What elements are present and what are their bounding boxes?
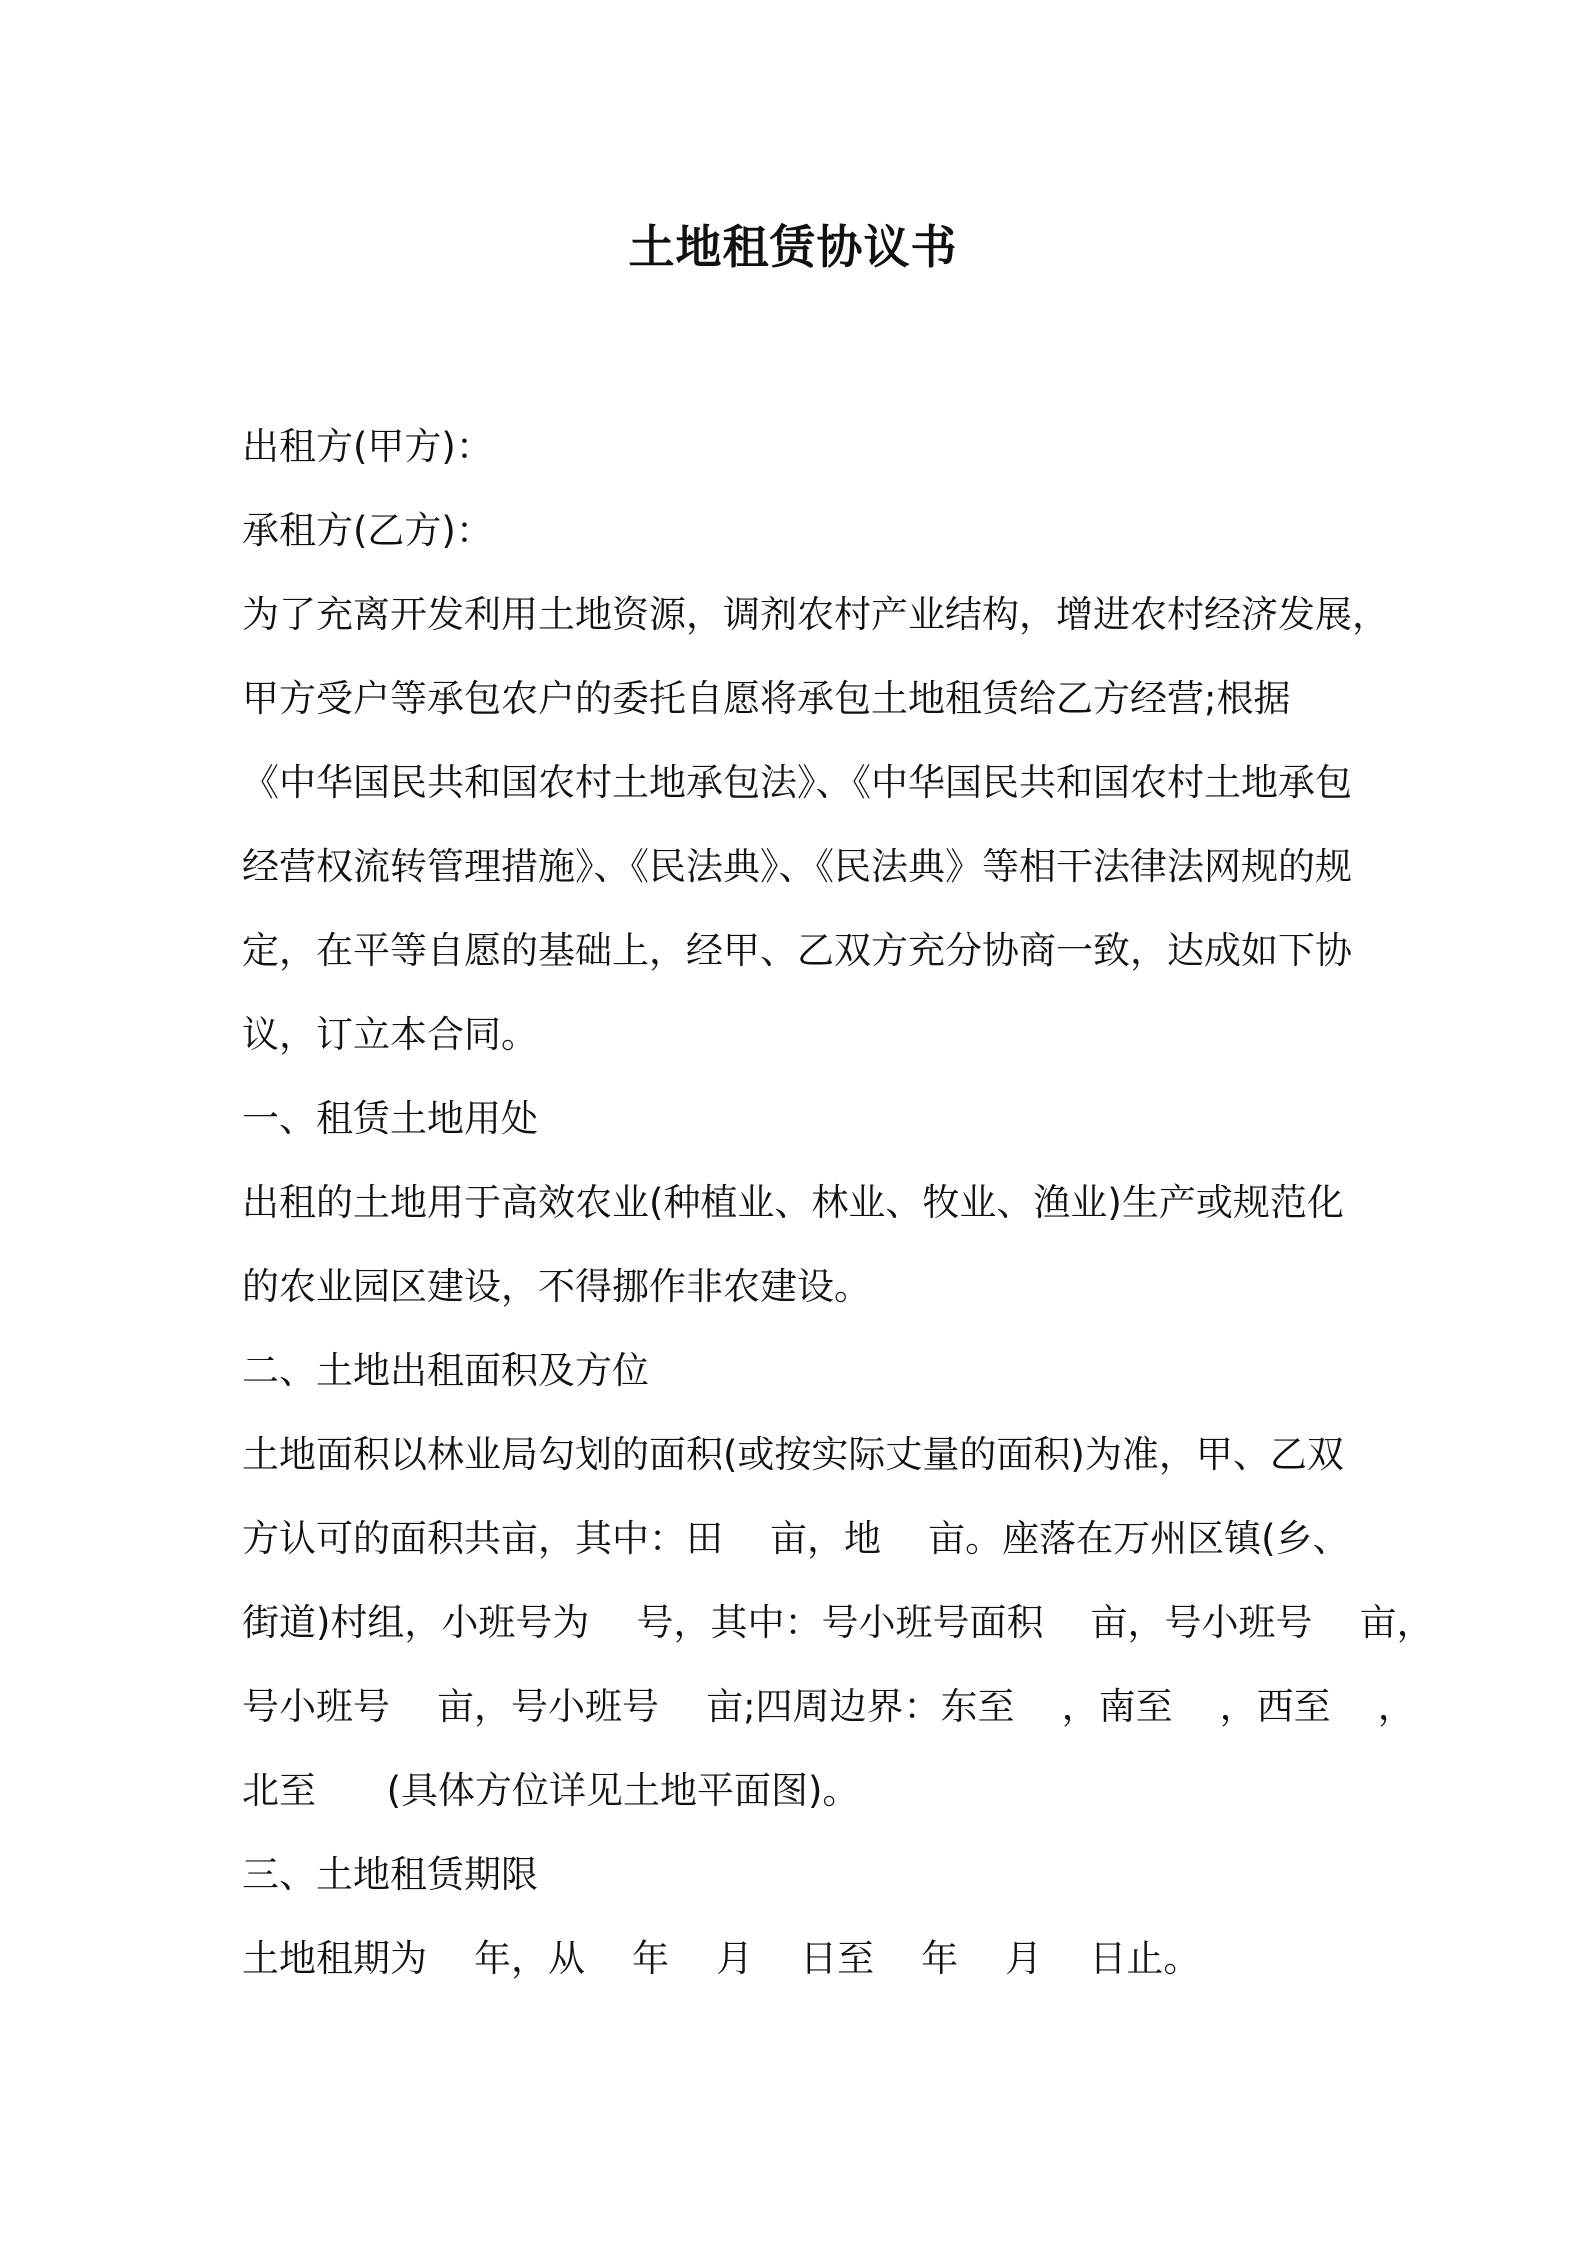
document-body: [242, 405, 1434, 2001]
document-title: 土地租赁协议书: [628, 220, 958, 274]
preamble-line: 《中华国民共和国农村土地承包法》、《中华国民共和国农村土地承包: [242, 761, 1352, 804]
section-text-area: 北至 (具体方位详见土地平面图)。: [242, 1769, 860, 1812]
preamble-line: 为了充离开发利用土地资源，调剂农村产业结构，增进农村经济发展，: [242, 593, 1389, 636]
section-heading-term: 三、土地租赁期限: [242, 1853, 538, 1896]
preamble-line: 定，在平等自愿的基础上，经甲、乙双方充分协商一致，达成如下协: [242, 929, 1352, 972]
section-heading-usage: 一、租赁土地用处: [242, 1097, 538, 1140]
section-text-area: 方认可的面积共亩，其中：田 亩，地 亩。座落在万州区镇(乡、: [242, 1517, 1350, 1560]
section-text-term: 土地租期为 年，从 年 月 日至 年 月 日止。: [242, 1937, 1201, 1980]
section-heading-area: 二、土地出租面积及方位: [242, 1349, 649, 1392]
party-a-line: 出租方(甲方)：: [242, 425, 493, 468]
section-text-area: 号小班号 亩，号小班号 亩;四周边界：东至 ，南至 ，西至 ，: [242, 1685, 1415, 1728]
section-text-area: 土地面积以林业局勾划的面积(或按实际丈量的面积)为准，甲、乙双: [242, 1433, 1344, 1476]
preamble-line: 经营权流转管理措施》、《民法典》、《民法典》等相干法律法网规的规: [242, 845, 1352, 888]
section-text-usage: 的农业园区建设，不得挪作非农建设。: [242, 1265, 871, 1308]
preamble-line: 议，订立本合同。: [242, 1013, 538, 1056]
preamble-line: 甲方受户等承包农户的委托自愿将承包土地租赁给乙方经营;根据: [242, 677, 1291, 720]
section-text-usage: 出租的土地用于高效农业(种植业、林业、牧业、渔业)生产或规范化: [242, 1181, 1344, 1224]
section-text-area: 街道)村组，小班号为 号，其中：号小班号面积 亩，号小班号 亩，: [242, 1601, 1434, 1644]
party-b-line: 承租方(乙方)：: [242, 509, 493, 552]
